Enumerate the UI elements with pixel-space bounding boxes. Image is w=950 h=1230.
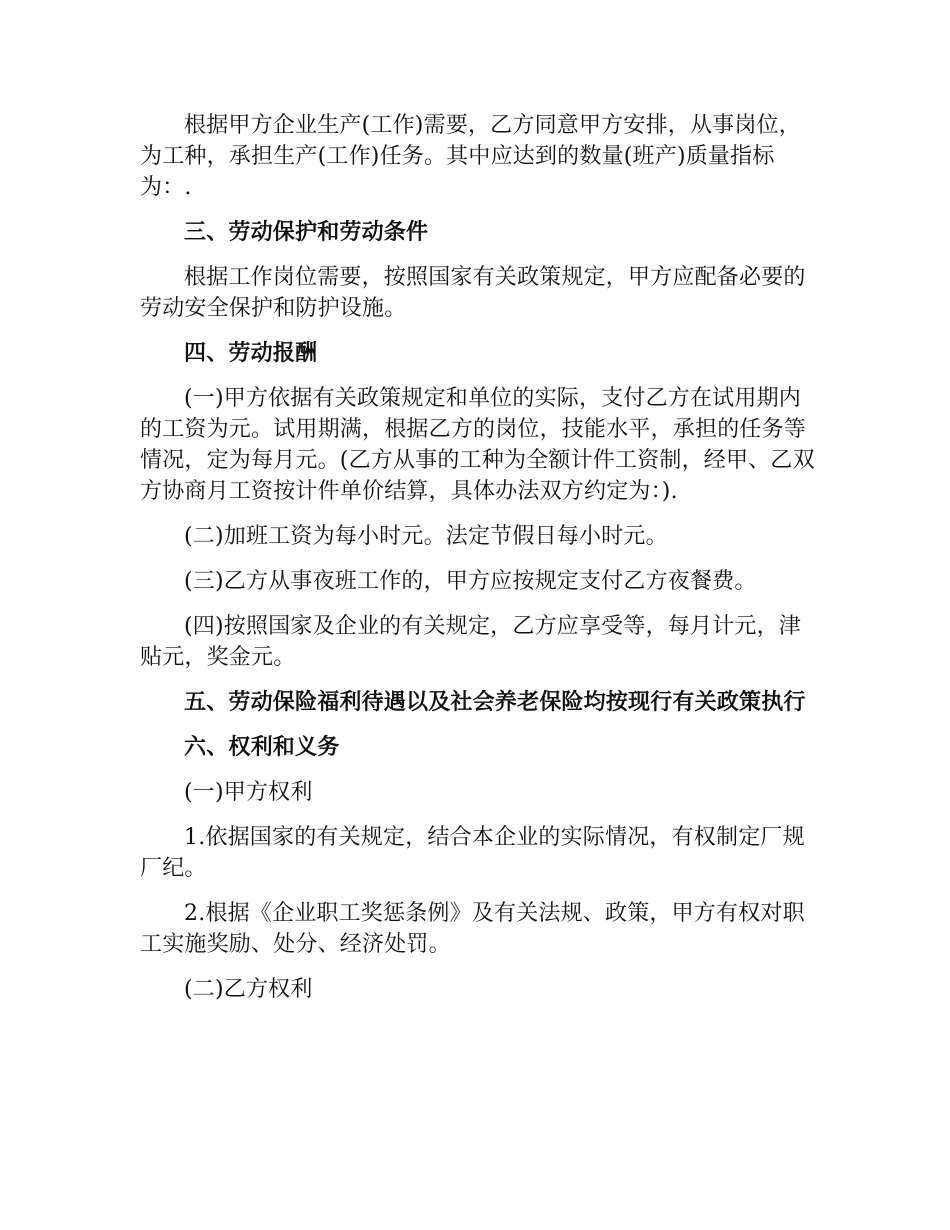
paragraph-wage-probation: (一)甲方依据有关政策规定和单位的实际，支付乙方在试用期内的工资为元。试用期满，根据乙方的岗位，技能水平，承担的任务等情况，定为每月元。(乙方从事的工种为全额计件工资制，经甲、乙双方协商月工资按计件单价结算，具体办法双方约定为：). bbox=[140, 386, 815, 504]
paragraph-work-assignment: 根据甲方企业生产(工作)需要，乙方同意甲方安排，从事岗位，为工种，承担生产(工作)任务。其中应达到的数量(班产)质量指标为：. bbox=[140, 113, 801, 200]
paragraph-party-a-rights: (一)甲方权利 bbox=[184, 780, 313, 805]
paragraph-night-shift: (三)乙方从事夜班工作的，甲方应按规定支付乙方夜餐费。 bbox=[184, 569, 757, 594]
paragraph-rule-making: 1.依据国家的有关规定，结合本企业的实际情况，有权制定厂规厂纪。 bbox=[140, 825, 805, 881]
paragraph-allowances: (四)按照国家及企业的有关规定，乙方应享受等，每月计元，津贴元，奖金元。 bbox=[140, 614, 801, 670]
heading-labor-remuneration: 四、劳动报酬 bbox=[184, 340, 318, 366]
paragraph-rewards-penalties: 2.根据《企业职工奖惩条例》及有关法规、政策，甲方有权对职工实施奖励、处分、经济处罚。 bbox=[140, 901, 805, 957]
heading-rights-obligations: 六、权利和义务 bbox=[184, 734, 340, 760]
heading-labor-protection: 三、劳动保护和劳动条件 bbox=[184, 219, 429, 245]
heading-insurance-welfare: 五、劳动保险福利待遇以及社会养老保险均按现行有关政策执行 bbox=[184, 689, 806, 715]
document-page bbox=[140, 110, 820, 1019]
paragraph-safety-facilities: 根据工作岗位需要，按照国家有关政策规定，甲方应配备必要的劳动安全保护和防护设施。 bbox=[140, 265, 806, 321]
paragraph-party-b-rights: (二)乙方权利 bbox=[184, 977, 313, 1002]
paragraph-overtime-pay: (二)加班工资为每小时元。法定节假日每小时元。 bbox=[184, 524, 668, 549]
